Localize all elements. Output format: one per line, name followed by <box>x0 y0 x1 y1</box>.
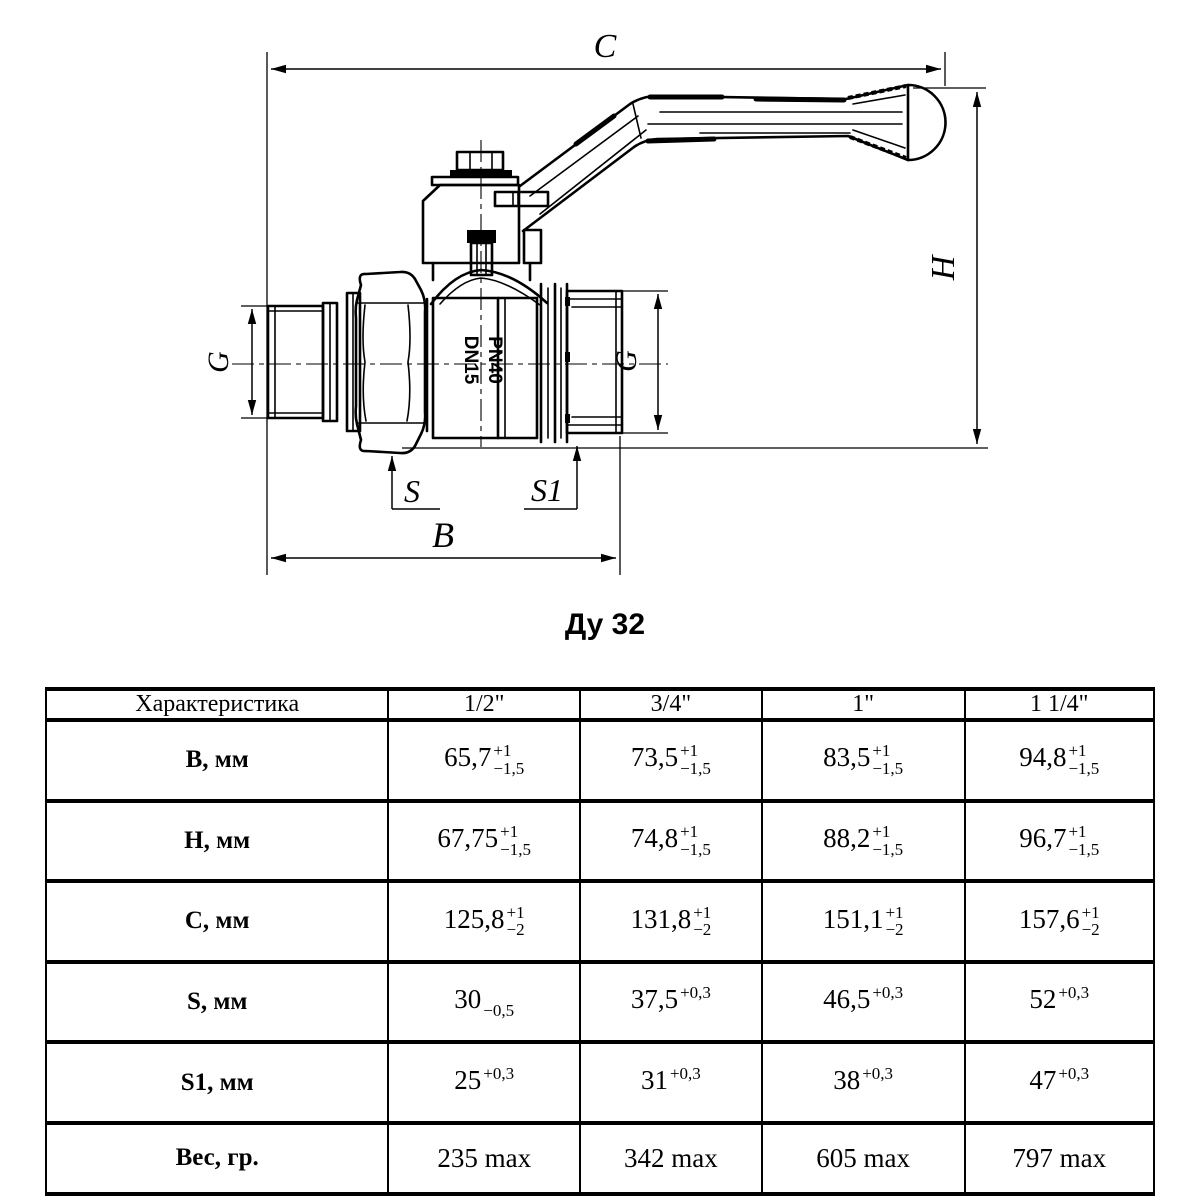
value-cell: 31 +0,3 <box>580 1042 762 1123</box>
table-row <box>46 720 1154 801</box>
value-cell: 46,5 +0,3 <box>762 962 965 1043</box>
value-cell: 125,8 +1 −2 <box>388 881 580 962</box>
dimension-c <box>267 28 945 575</box>
dim-label-c: C <box>593 28 617 65</box>
table-row <box>46 881 1154 962</box>
value-cell: 25 +0,3 <box>388 1042 580 1123</box>
header-size-3: 1" <box>762 689 965 720</box>
body-marking-pn: PN40 <box>484 336 505 384</box>
tolerance: +1 −2 <box>506 902 525 940</box>
value-cell: 235 max <box>388 1123 580 1194</box>
value-cell: 88,2 +1 −1,5 <box>762 801 965 882</box>
row-label: С, мм <box>46 881 388 962</box>
dim-label-s1: S1 <box>531 472 563 508</box>
bonnet-stem <box>423 152 548 280</box>
tolerance: +0,3 <box>680 983 711 1003</box>
tolerance: +1 −1,5 <box>680 822 711 859</box>
value-cell: 342 max <box>580 1123 762 1194</box>
value-cell: 797 max <box>965 1123 1155 1194</box>
tolerance: +0,3 <box>872 983 904 1003</box>
tolerance: +1 −1,5 <box>872 741 904 779</box>
value-cell: 65,7 +1 −1,5 <box>388 720 580 801</box>
table-row <box>46 801 1154 882</box>
dim-label-s: S <box>404 473 420 509</box>
leader-s <box>392 456 440 509</box>
dimension-g-left <box>202 306 273 418</box>
body-center <box>427 270 547 438</box>
tolerance: +1 −2 <box>1081 902 1100 940</box>
male-thread-end <box>268 303 337 421</box>
body-marking-dn: DN15 <box>460 335 481 385</box>
tolerance: +0,3 <box>862 1063 894 1083</box>
dim-label-h: H <box>925 255 962 281</box>
value-cell: 151,1 +1 −2 <box>762 881 965 962</box>
row-label: В, мм <box>46 720 388 801</box>
row-label: Вес, гр. <box>46 1123 388 1194</box>
tolerance: +1 −1,5 <box>680 741 711 779</box>
table-row <box>46 1042 1154 1123</box>
tolerance: +0,3 <box>669 1063 701 1083</box>
tolerance: +1 −1,5 <box>493 741 525 779</box>
dim-label-b: B <box>432 515 454 555</box>
tolerance: +1 −1,5 <box>872 822 904 859</box>
value-cell: 83,5 +1 −1,5 <box>762 720 965 801</box>
coupling-rings <box>541 284 567 442</box>
value-cell: 94,8 +1 −1,5 <box>965 720 1155 801</box>
drawing-title: Ду 32 <box>564 608 646 641</box>
value-cell: 157,6 +1 −2 <box>965 881 1155 962</box>
tolerance: +0,3 <box>1058 1063 1090 1083</box>
value-cell: 74,8 +1 −1,5 <box>580 801 762 882</box>
dim-label-g-left: G <box>202 351 235 373</box>
leader-s1 <box>524 446 577 509</box>
header-size-1: 1/2" <box>388 689 580 720</box>
tolerance: +0,3 <box>483 1063 515 1083</box>
value-cell: 67,75 +1 −1,5 <box>388 801 580 882</box>
value-cell: 47 +0,3 <box>965 1042 1155 1123</box>
value-cell: 131,8 +1 −2 <box>580 881 762 962</box>
table-header-row <box>46 689 1154 720</box>
header-size-4: 1 1/4" <box>965 689 1155 720</box>
value-cell: 73,5 +1 −1,5 <box>580 720 762 801</box>
header-characteristic: Характеристика <box>46 689 388 720</box>
value-cell: 30 −0,5 <box>388 962 580 1043</box>
header-size-2: 3/4" <box>580 689 762 720</box>
tolerance: +0,3 <box>1058 983 1090 1003</box>
valve-body <box>268 85 946 453</box>
tolerance: +1 −1,5 <box>1068 741 1100 779</box>
table-row <box>46 1123 1154 1194</box>
row-label: S, мм <box>46 962 388 1043</box>
union-nut <box>347 272 425 453</box>
dimension-b <box>271 436 620 575</box>
tolerance: +1 −1,5 <box>500 822 531 859</box>
tolerance: +1 −2 <box>693 902 712 940</box>
value-cell: 96,7 +1 −1,5 <box>965 801 1155 882</box>
dim-label-g-right: G <box>610 350 643 372</box>
row-label: Н, мм <box>46 801 388 882</box>
tolerance: −0,5 <box>483 1001 515 1021</box>
value-cell: 605 max <box>762 1123 965 1194</box>
handle <box>520 85 946 231</box>
tolerance: +1 −1,5 <box>1068 822 1100 859</box>
tolerance: +1 −2 <box>885 902 904 940</box>
specs-table <box>45 687 1155 1196</box>
value-cell: 52 +0,3 <box>965 962 1155 1043</box>
value-cell: 37,5 +0,3 <box>580 962 762 1043</box>
row-label: S1, мм <box>46 1042 388 1123</box>
value-cell: 38 +0,3 <box>762 1042 965 1123</box>
table-row <box>46 962 1154 1043</box>
